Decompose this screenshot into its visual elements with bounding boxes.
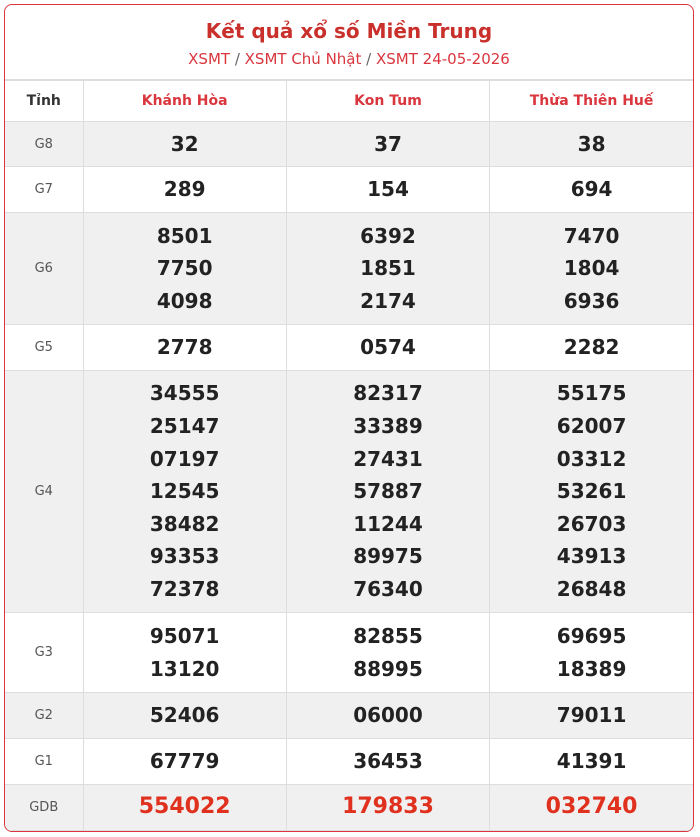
prize-number: 93353 xyxy=(149,544,220,569)
prize-cell xyxy=(83,122,286,167)
prize-number: 36453 xyxy=(353,749,423,774)
prize-cell xyxy=(490,613,693,693)
prize-number: 34555 xyxy=(149,381,220,406)
breadcrumb-link-xsmt-date[interactable]: XSMT 24-05-2026 xyxy=(376,50,510,68)
prize-number: 8501 xyxy=(156,223,213,248)
prize-number: 26703 xyxy=(556,511,627,536)
prize-row xyxy=(5,122,693,167)
column-header-tinh: Tỉnh xyxy=(5,81,83,122)
prize-cell xyxy=(490,739,693,785)
prize-cell xyxy=(490,213,693,325)
prize-number: 4098 xyxy=(156,288,213,313)
prize-number: 12545 xyxy=(149,479,220,504)
prize-cell xyxy=(490,693,693,739)
prize-label: G4 xyxy=(5,371,83,613)
prize-number: 67779 xyxy=(149,749,220,774)
prize-number: 82317 xyxy=(353,381,423,406)
prize-number: 26848 xyxy=(556,576,627,601)
prize-number: 43913 xyxy=(556,544,627,569)
prize-cell xyxy=(286,325,489,371)
prize-number: 6392 xyxy=(360,223,416,248)
prize-label: G6 xyxy=(5,213,83,325)
prize-label: G3 xyxy=(5,613,83,693)
prize-number: 53261 xyxy=(556,479,627,504)
prize-number: 13120 xyxy=(149,656,220,681)
prize-cell xyxy=(286,371,489,613)
prize-label: G5 xyxy=(5,325,83,371)
prize-number: 1804 xyxy=(563,256,620,281)
prize-number: 41391 xyxy=(556,749,627,774)
prize-cell xyxy=(490,371,693,613)
prize-number: 06000 xyxy=(353,703,423,728)
special-prize-number: 554022 xyxy=(138,794,231,820)
prize-cell xyxy=(83,785,286,831)
prize-cell xyxy=(490,325,693,371)
prize-number: 7470 xyxy=(563,223,620,248)
breadcrumb-separator: / xyxy=(366,50,376,68)
prize-number: 289 xyxy=(163,177,206,202)
prize-row xyxy=(5,371,693,613)
prize-row xyxy=(5,739,693,785)
prize-number: 18389 xyxy=(556,656,627,681)
prize-number: 57887 xyxy=(353,479,423,504)
prize-cell xyxy=(83,693,286,739)
prize-cell xyxy=(83,213,286,325)
breadcrumb xyxy=(5,49,693,69)
prize-number: 62007 xyxy=(556,414,627,439)
prize-number: 69695 xyxy=(556,623,627,648)
prize-row xyxy=(5,213,693,325)
prize-row xyxy=(5,613,693,693)
table-header-row xyxy=(5,81,693,122)
prize-number: 11244 xyxy=(353,511,423,536)
column-header-province[interactable]: Kon Tum xyxy=(286,81,489,122)
prize-label: G8 xyxy=(5,122,83,167)
prize-number: 154 xyxy=(367,177,409,202)
prize-cell xyxy=(286,613,489,693)
page-title: Kết quả xổ số Miền Trung xyxy=(205,19,493,43)
results-table xyxy=(5,80,693,831)
prize-number: 95071 xyxy=(149,623,220,648)
prize-row xyxy=(5,325,693,371)
prize-number: 2778 xyxy=(156,335,213,360)
prize-number: 82855 xyxy=(353,623,423,648)
prize-number: 52406 xyxy=(149,703,220,728)
prize-number: 1851 xyxy=(360,256,416,281)
prize-cell xyxy=(83,739,286,785)
prize-number: 88995 xyxy=(353,656,423,681)
special-prize-number: 179833 xyxy=(342,794,434,820)
prize-number: 7750 xyxy=(156,256,213,281)
column-header-province[interactable]: Thừa Thiên Huế xyxy=(490,81,693,122)
prize-number: 38 xyxy=(577,131,606,156)
prize-number: 55175 xyxy=(556,381,627,406)
prize-number: 79011 xyxy=(556,703,627,728)
prize-number: 07197 xyxy=(149,446,220,471)
prize-number: 33389 xyxy=(353,414,423,439)
prize-number: 89975 xyxy=(353,544,423,569)
prize-cell xyxy=(286,785,489,831)
special-prize-number: 032740 xyxy=(545,794,638,820)
prize-number: 72378 xyxy=(149,576,220,601)
prize-cell xyxy=(83,325,286,371)
prize-cell xyxy=(286,167,489,213)
prize-number: 76340 xyxy=(353,576,423,601)
prize-label: G7 xyxy=(5,167,83,213)
prize-cell xyxy=(83,371,286,613)
prize-number: 2282 xyxy=(563,335,620,360)
breadcrumb-separator: / xyxy=(234,50,245,68)
prize-cell xyxy=(490,785,693,831)
prize-cell xyxy=(83,167,286,213)
prize-number: 694 xyxy=(570,177,613,202)
results-header xyxy=(5,5,693,80)
prize-number: 37 xyxy=(374,131,402,156)
prize-cell xyxy=(286,739,489,785)
prize-number: 03312 xyxy=(556,446,627,471)
prize-label: G2 xyxy=(5,693,83,739)
prize-row xyxy=(5,693,693,739)
breadcrumb-link-xsmt-chu-nhat[interactable]: XSMT Chủ Nhật xyxy=(244,50,362,68)
prize-cell xyxy=(286,693,489,739)
prize-cell xyxy=(83,613,286,693)
prize-cell xyxy=(490,167,693,213)
column-header-province[interactable]: Khánh Hòa xyxy=(83,81,286,122)
prize-cell xyxy=(286,122,489,167)
prize-number: 0574 xyxy=(360,335,416,360)
prize-label: GDB xyxy=(5,785,83,831)
prize-cell xyxy=(286,213,489,325)
prize-number: 2174 xyxy=(360,288,416,313)
prize-number: 6936 xyxy=(563,288,620,313)
prize-number: 32 xyxy=(170,131,199,156)
results-card xyxy=(4,4,694,832)
prize-number: 38482 xyxy=(149,511,220,536)
prize-number: 27431 xyxy=(353,446,423,471)
breadcrumb-link-xsmt[interactable]: XSMT xyxy=(188,50,231,68)
prize-row xyxy=(5,785,693,831)
prize-number: 25147 xyxy=(149,414,220,439)
prize-cell xyxy=(490,122,693,167)
prize-row xyxy=(5,167,693,213)
prize-label: G1 xyxy=(5,739,83,785)
